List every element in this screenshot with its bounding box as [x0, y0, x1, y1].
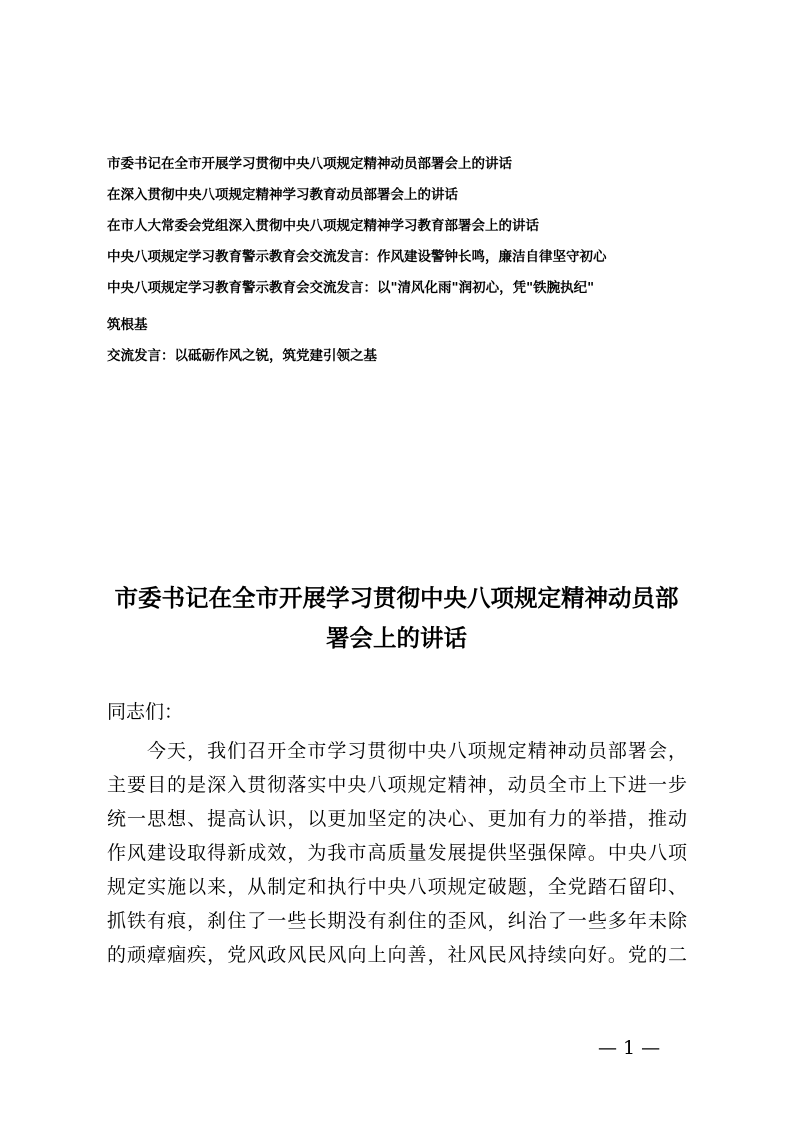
toc-item[interactable]: 市委书记在全市开展学习贯彻中央八项规定精神动员部署会上的讲话 [107, 156, 512, 172]
toc-item[interactable]: 在市人大常委会党组深入贯彻中央八项规定精神学习教育部署会上的讲话 [107, 218, 539, 234]
toc-item-continuation: 筑根基 [107, 317, 148, 333]
salutation: 同志们： [107, 701, 184, 723]
page-number: — 1 — [598, 1037, 661, 1059]
body-line: 抓铁有痕，刹住了一些长期没有刹住的歪风，纠治了一些多年未除 [107, 910, 687, 932]
body-line: 主要目的是深入贯彻落实中央八项规定精神，动员全市上下进一步 [107, 774, 687, 796]
document-title-line: 署会上的讲话 [326, 624, 467, 652]
toc-item[interactable]: 在深入贯彻中央八项规定精神学习教育动员部署会上的讲话 [107, 187, 458, 203]
body-line: 规定实施以来，从制定和执行中央八项规定破题，全党踏石留印、 [107, 876, 687, 898]
body-line: 的顽瘴痼疾，党风政风民风向上向善，社风民风持续向好。党的二 [107, 944, 687, 966]
document-title-line: 市委书记在全市开展学习贯彻中央八项规定精神动员部 [114, 584, 679, 612]
body-line: 作风建设取得新成效，为我市高质量发展提供坚强保障。中央八项 [107, 842, 687, 864]
document-title [100, 578, 693, 658]
body-paragraph [107, 734, 687, 972]
toc-item-text: 中央八项规定学习教育警示教育会交流发言：以"清风化雨"润初心，凭"铁腕执纪" [107, 280, 595, 296]
toc-item[interactable]: 交流发言：以砥砺作风之锐，筑党建引领之基 [107, 348, 377, 364]
toc-item[interactable]: 中央八项规定学习教育警示教育会交流发言：作风建设警钟长鸣，廉洁自律坚守初心 [107, 249, 607, 265]
toc-item-multiline[interactable] [107, 280, 707, 334]
table-of-contents [107, 156, 707, 379]
body-line: 统一思想、提高认识，以更加坚定的决心、更加有力的举措，推动 [107, 808, 687, 830]
body-line: 今天，我们召开全市学习贯彻中央八项规定精神动员部署会， [147, 740, 687, 762]
